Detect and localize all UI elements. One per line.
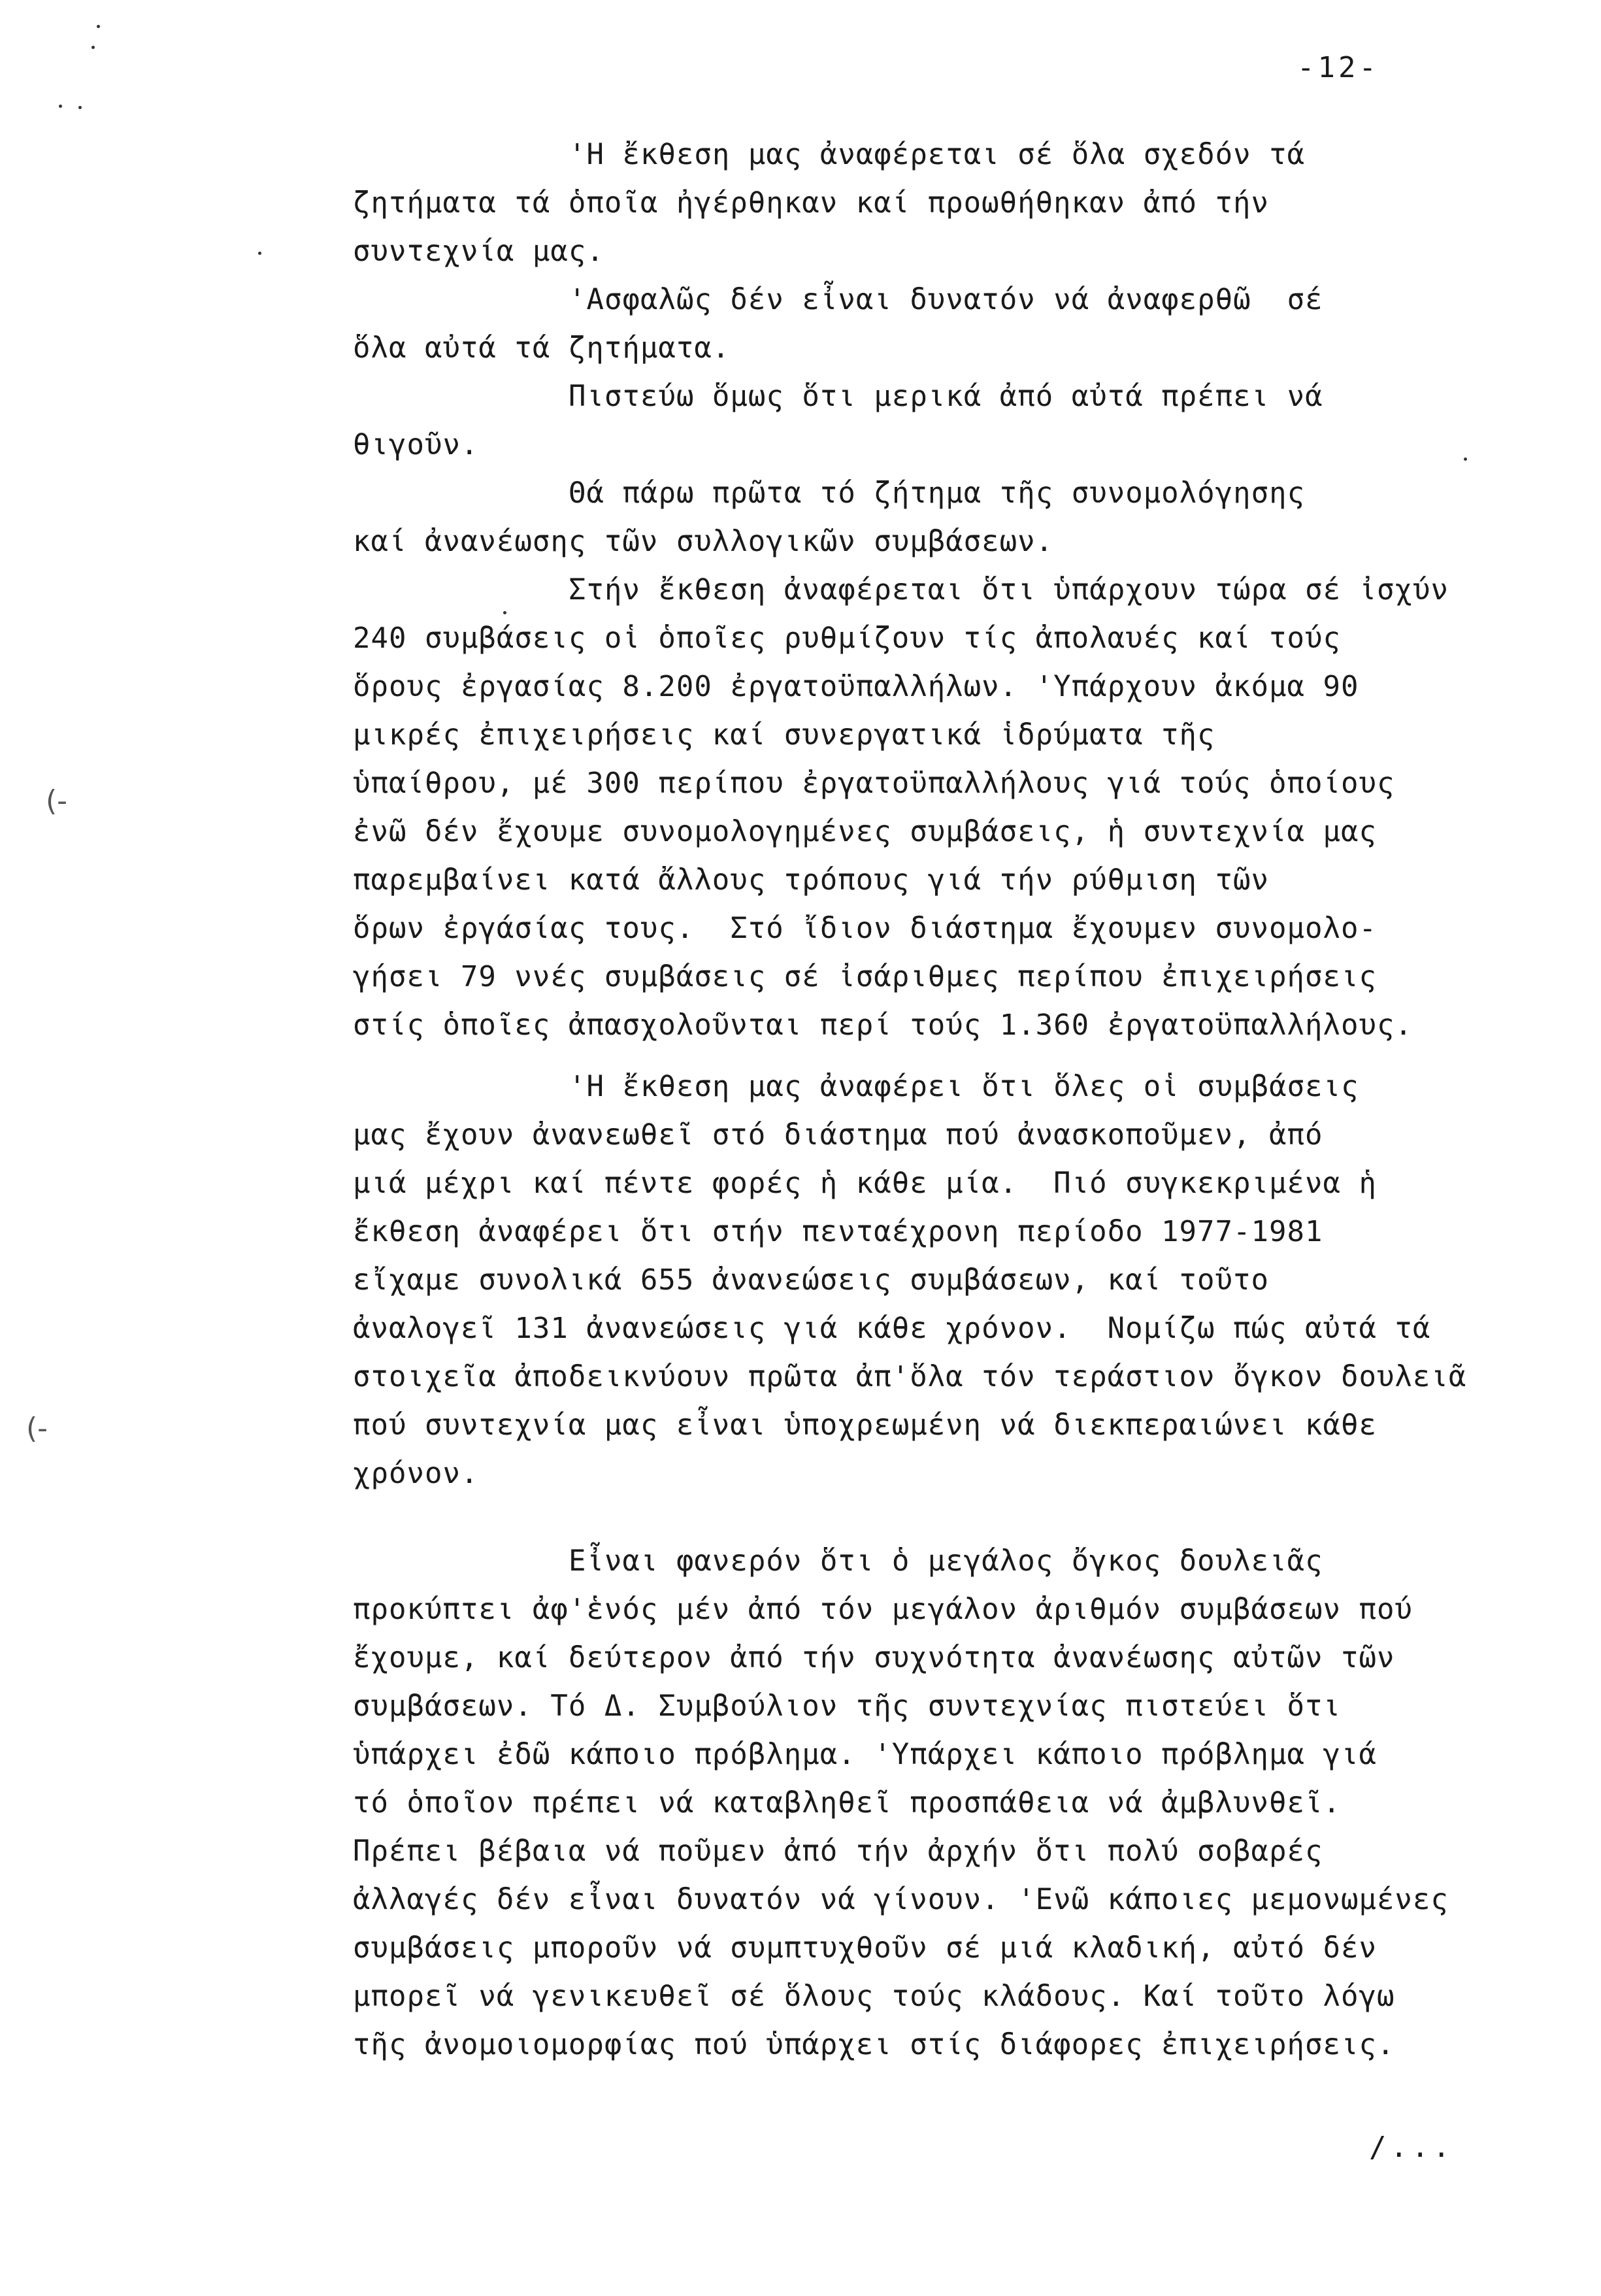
text-line: στοιχεῖα ἀποδεικνύουν πρῶτα ἀπ'ὅλα τόν τεράστιον ὄγκον δουλειᾶ (353, 1360, 1467, 1393)
text-line: παρεμβαίνει κατά ἄλλους τρόπους γιά τήν ρύθμιση τῶν (353, 863, 1270, 897)
text-line: Πιστεύω ὅμως ὅτι μερικά ἀπό αὐτά πρέπει νά (569, 380, 1323, 413)
text-line: Εἶναι φανερόν ὅτι ὁ μεγάλος ὄγκος δουλειᾶς (569, 1544, 1323, 1578)
text-line: γήσει 79 ννές συμβάσεις σέ ἰσάριθμες περίπου ἐπιχειρήσεις (353, 960, 1377, 993)
paragraph-6 (353, 1063, 1555, 1498)
page-number: -12- (1297, 51, 1379, 84)
text-line: ἔκθεση ἀναφέρει ὅτι στήν πενταέχρονη περίοδο 1977-1981 (353, 1215, 1323, 1248)
paragraph-2 (353, 276, 1555, 373)
text-line: καί ἀνανέωσης τῶν συλλογικῶν συμβάσεων. (353, 525, 1054, 558)
continuation-mark: /... (1369, 2131, 1454, 2164)
scan-speck (78, 106, 82, 109)
scan-speck (258, 252, 261, 255)
text-line: τό ὁποῖον πρέπει νά καταβληθεῖ προσπάθεια νά ἀμβλυνθεῖ. (353, 1786, 1341, 1820)
text-line: συμβάσεις μποροῦν νά συμπτυχθοῦν σέ μιά κλαδική, αὐτό δέν (353, 1931, 1377, 1965)
text-line: μικρές ἐπιχειρήσεις καί συνεργατικά ἱδρύματα τῆς (353, 718, 1215, 752)
margin-bracket-mark: (- (26, 1412, 48, 1445)
document-body (353, 131, 1555, 2069)
text-line: μιά μέχρι καί πέντε φορές ἡ κάθε μία. Πιό συγκεκριμένα ἡ (353, 1167, 1377, 1200)
text-line: 240 συμβάσεις οἱ ὁποῖες ρυθμίζουν τίς ἀπολαυές καί τούς (353, 622, 1341, 655)
text-line: ἀναλογεῖ 131 ἀνανεώσεις γιά κάθε χρόνον. Νομίζω πώς αὐτά τά (353, 1312, 1431, 1345)
margin-bracket-mark: (- (46, 784, 68, 818)
text-line: Πρέπει βέβαια νά ποῦμεν ἀπό τήν ἀρχήν ὅτι πολύ σοβαρές (353, 1835, 1323, 1868)
paragraph-4 (353, 469, 1555, 566)
text-line: ὅρους ἐργασίας 8.200 ἐργατοϋπαλλήλων. 'Υπάρχουν ἀκόμα 90 (353, 670, 1359, 703)
text-line: ὑπάρχει ἐδῶ κάποιο πρόβλημα. 'Υπάρχει κάποιο πρόβλημα γιά (353, 1738, 1377, 1771)
text-line: τῆς ἀνομοιομορφίας πού ὑπάρχει στίς διάφορες ἐπιχειρήσεις. (353, 2028, 1395, 2061)
text-line: χρόνον. (353, 1457, 479, 1490)
paragraph-3 (353, 373, 1555, 469)
paragraph-5 (353, 566, 1555, 1050)
scan-speck (91, 46, 95, 49)
text-line: θιγοῦν. (353, 428, 479, 461)
text-line: ἀλλαγές δέν εἶναι δυνατόν νά γίνουν. 'Ενῶ κάποιες μεμονωμένες (353, 1883, 1449, 1916)
text-line: 'Η ἔκθεση μας ἀναφέρεται σέ ὅλα σχεδόν τά (569, 138, 1306, 171)
text-line: ὅρων ἐργάσίας τους. Στό ἴδιον διάστημα ἔχουμεν συνομολο- (353, 912, 1377, 945)
text-line: πού συντεχνία μας εἶναι ὑποχρεωμένη νά διεκπεραιώνει κάθε (353, 1408, 1377, 1442)
text-line: ὑπαίθρου, μέ 300 περίπου ἐργατοϋπαλλήλους γιά τούς ὁποίους (353, 767, 1395, 800)
text-line: μας ἔχουν ἀνανεωθεῖ στό διάστημα πού ἀνασκοποῦμεν, ἀπό (353, 1118, 1323, 1152)
text-line: 'Ασφαλῶς δέν εἶναι δυνατόν νά ἀναφερθῶ σέ (569, 283, 1323, 316)
text-line: στίς ὁποῖες ἀπασχολοῦνται περί τούς 1.360 ἐργατοϋπαλλήλους. (353, 1008, 1413, 1042)
text-line: 'Η ἔκθεση μας ἀναφέρει ὅτι ὅλες οἱ συμβάσεις (569, 1070, 1359, 1103)
text-line: εἴχαμε συνολικά 655 ἀνανεώσεις συμβάσεων, καί τοῦτο (353, 1263, 1270, 1297)
text-line: μπορεῖ νά γενικευθεῖ σέ ὅλους τούς κλάδους. Καί τοῦτο λόγω (353, 1980, 1395, 2013)
paragraph-7 (353, 1537, 1555, 2069)
text-line: προκύπτει ἀφ'ἑνός μέν ἀπό τόν μεγάλον ἀριθμόν συμβάσεων πού (353, 1593, 1413, 1626)
text-line: Στήν ἔκθεση ἀναφέρεται ὅτι ὑπάρχουν τώρα σέ ἰσχύν (569, 573, 1449, 607)
paragraph-1 (353, 131, 1555, 276)
text-line: συντεχνία μας. (353, 235, 604, 268)
text-line: ἔχουμε, καί δεύτερον ἀπό τήν συχνότητα ἀνανέωσης αὐτῶν τῶν (353, 1641, 1395, 1674)
scan-speck (59, 105, 62, 108)
scan-speck (97, 25, 100, 28)
text-line: ζητήματα τά ὁποῖα ἠγέρθηκαν καί προωθήθηκαν ἀπό τήν (353, 186, 1270, 220)
text-line: ἐνῶ δέν ἔχουμε συνομολογημένες συμβάσεις, ἡ συντεχνία μας (353, 815, 1377, 848)
text-line: συμβάσεων. Τό Δ. Συμβούλιον τῆς συντεχνίας πιστεύει ὅτι (353, 1689, 1341, 1723)
text-line: ὅλα αὐτά τά ζητήματα. (353, 331, 731, 365)
text-line: Θά πάρω πρῶτα τό ζήτημα τῆς συνομολόγησης (569, 476, 1306, 510)
